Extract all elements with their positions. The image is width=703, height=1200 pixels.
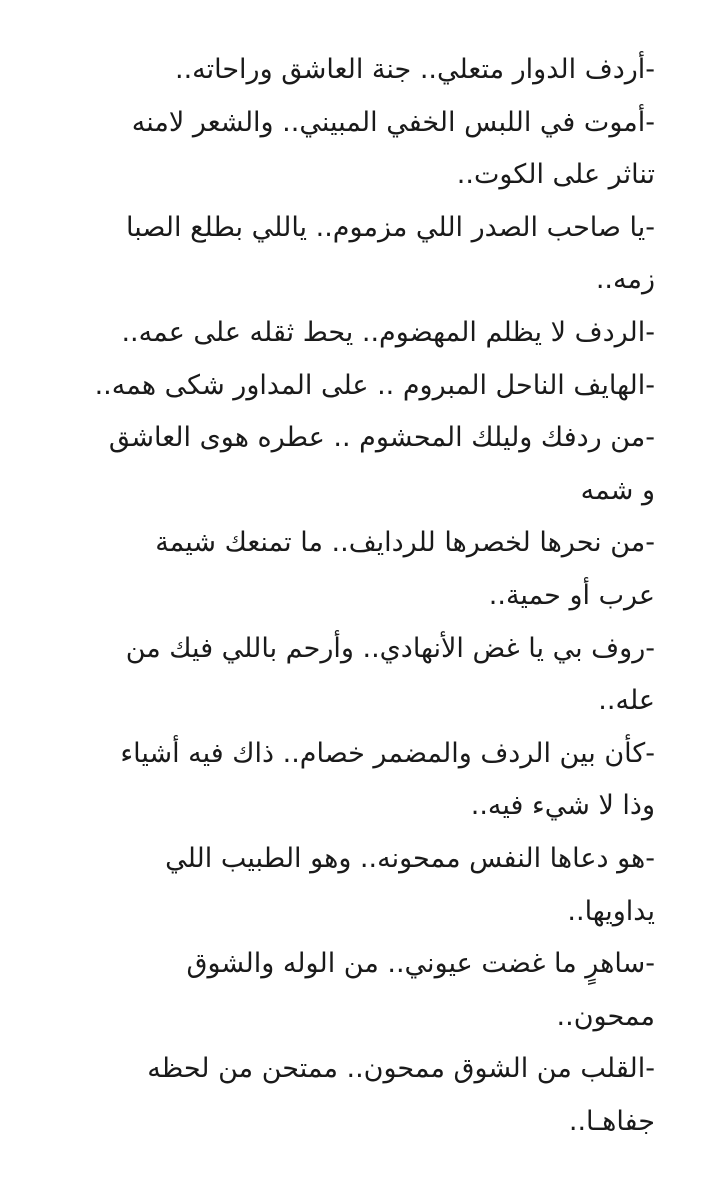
poem-line: ممحون.. — [556, 1000, 655, 1032]
poem-line: زمه.. — [595, 264, 655, 296]
poem-line: جفاهـا.. — [568, 1105, 655, 1137]
poem-line: -أموت في اللبس الخفي المبيني.. والشعر لامنه — [131, 106, 655, 138]
poem-line: -الردف لا يظلم المهضوم.. يحط ثقله على عمه.. — [121, 316, 655, 348]
poem-line: وذا لا شيء فيه.. — [470, 790, 655, 822]
poem-line: -القلب من الشوق ممحون.. ممتحن من لحظه — [147, 1053, 655, 1085]
poem-line: -من نحرها لخصرها للردايف.. ما تمنعك شيمة — [155, 527, 655, 559]
poem-line: تناثر على الكوت.. — [456, 159, 655, 191]
poem-line: يداويها.. — [567, 895, 655, 927]
poem-line: -هو دعاها النفس ممحونه.. وهو الطبيب اللي — [165, 842, 655, 874]
poem-line: عرب أو حمية.. — [488, 579, 655, 611]
poem-line: و شمه — [580, 474, 655, 506]
poem-line: -الهايف الناحل المبروم .. على المداور شكى همه.. — [94, 369, 655, 401]
poem-line: -ساهرٍ ما غضت عيوني.. من الوله والشوق — [186, 948, 655, 980]
poem-line: عله.. — [598, 685, 655, 717]
poem-line: -من ردفك وليلك المحشوم .. عطره هوى العاشق — [108, 422, 655, 454]
poem-line: -روف بي يا غض الأنهادي.. وأرحم باللي فيك من — [125, 632, 655, 664]
poem-line: -كأن بين الردف والمضمر خصام.. ذاك فيه أشياء — [120, 737, 655, 769]
poem-line: -يا صاحب الصدر اللي مزموم.. ياللي بطلع الصبا — [126, 211, 655, 243]
poem-line: -أردف الدوار متعلي.. جنة العاشق وراحاته.. — [174, 54, 655, 85]
